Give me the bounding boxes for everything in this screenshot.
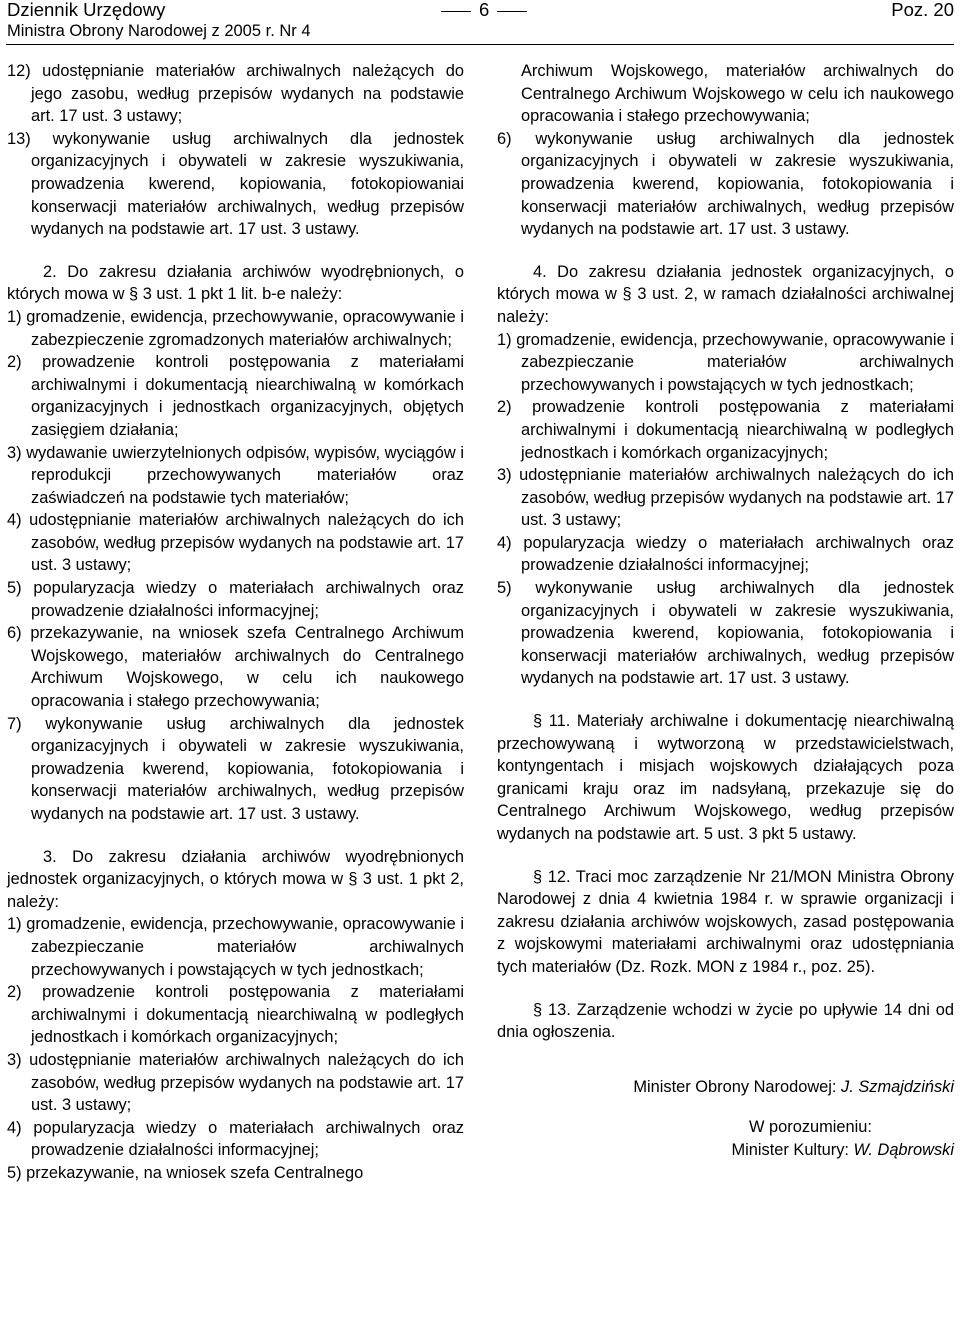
section-paragraph: 3. Do zakresu działania archiwów wyodrębnionych jednostek organizacyjnych, o których mowa w § 3 ust. 1 pkt 2, należy: xyxy=(7,847,464,911)
signature-minister-defense xyxy=(497,1076,954,1099)
signature-minister-culture xyxy=(497,1139,954,1162)
list-item: 6) przekazywanie, na wniosek szefa Centralnego Archiwum Wojskowego, materiałów archiwalnych do Centralnego Archiwum Wojskowego, w celu ich naukowego opracowania i stałego przechowywania; xyxy=(7,624,464,711)
signature-label: Minister Obrony Narodowej: xyxy=(633,1077,837,1096)
list-item: 6) wykonywanie usług archiwalnych dla jednostek organizacyjnych i obywateli w zakresie wyszukiwania, prowadzenia kwerend, kopiowania, fotokopiowania i konserwacji materiałów archiwalnych, według przepisów wydanych na podstawie art. 17 ust. 3 ustawy. xyxy=(497,129,954,239)
list-item: 5) popularyzacja wiedzy o materiałach archiwalnych oraz prowadzenie działalności informacyjnej; xyxy=(7,579,464,620)
section-13: § 13. Zarządzenie wchodzi w życie po upływie 14 dni od dnia ogłoszenia. xyxy=(497,1000,954,1042)
section-paragraph: 4. Do zakresu działania jednostek organizacyjnych, o których mowa w § 3 ust. 2, w ramach działalności archiwalnej należy: xyxy=(497,262,954,326)
list-item: 4) udostępnianie materiałów archiwalnych należących do ich zasobów, według przepisów wydanych na podstawie art. 17 ust. 3 ustawy; xyxy=(7,511,464,575)
page-number: 6 xyxy=(433,0,535,21)
list-item: 1) gromadzenie, ewidencja, przechowywanie, opracowywanie i zabezpieczanie materiałów archiwalnych przechowywanych i powstających w tych jednostkach; xyxy=(7,915,464,979)
continued-item: Archiwum Wojskowego, materiałów archiwalnych do Centralnego Archiwum Wojskowego w celu ich naukowego opracowania i stałego przechowywania; xyxy=(521,62,954,126)
list-item: 5) przekazywanie, na wniosek szefa Centralnego xyxy=(7,1163,364,1182)
list-item: 4) popularyzacja wiedzy o materiałach archiwalnych oraz prowadzenie działalności informacyjnej; xyxy=(497,533,954,575)
section-paragraph: 2. Do zakresu działania archiwów wyodrębnionych, o których mowa w § 3 ust. 1 pkt 1 lit. b-e należy: xyxy=(7,262,464,304)
list-item: 2) prowadzenie kontroli postępowania z materiałami archiwalnymi i dokumentacją niearchiwalną w podległych jednostkach i komórkach organizacyjnych; xyxy=(497,398,954,462)
section-11: § 11. Materiały archiwalne i dokumentację niearchiwalną przechowywaną i wytworzoną w przedstawicielstwach, kontyngentach i misjach wojskowych działających poza granicami kraju oraz im nadsyłaną, przekazuje się do Centralnego Archiwum Wojskowego, według przepisów wydanych na podstawie art. 5 ust. 3 pkt 5 ustawy. xyxy=(497,712,954,843)
section-12: § 12. Traci moc zarządzenie Nr 21/MON Ministra Obrony Narodowej z dnia 4 kwietnia 1984 r. w sprawie organizacji i zakresu działania archiwów wojskowych, zasad postępowania z wojskowymi materiałami archiwalnymi oraz udostępniania tych materiałów (Dz. Rozk. MON z 1984 r., poz. 25). xyxy=(497,867,954,976)
signature-name: J. Szmajdziński xyxy=(841,1077,954,1096)
agreement-label: W porozumieniu: xyxy=(749,1118,872,1137)
list-item: 7) wykonywanie usług archiwalnych dla jednostek organizacyjnych i obywateli w zakresie wyszukiwania, prowadzenia kwerend, kopiowania, fotokopiowania i konserwacji materiałów archiwalnych, według przepisów wydanych na podstawie art. 17 ust. 3 ustawy. xyxy=(7,714,464,823)
list-item: 3) udostępnianie materiałów archiwalnych należących do ich zasobów, według przepisów wydanych na podstawie art. 17 ust. 3 ustawy; xyxy=(497,466,954,530)
list-item: 2) prowadzenie kontroli postępowania z materiałami archiwalnymi i dokumentacją niearchiwalną w podległych jednostkach i komórkach organizacyjnych; xyxy=(7,983,464,1047)
position-number: Poz. 20 xyxy=(891,0,954,20)
signature-label: Minister Kultury: xyxy=(731,1140,849,1159)
signature-name: W. Dąbrowski xyxy=(853,1140,954,1159)
list-item: 3) udostępnianie materiałów archiwalnych należących do ich zasobów, według przepisów wydanych na podstawie art. 17 ust. 3 ustawy; xyxy=(7,1050,464,1115)
header-rule xyxy=(6,44,954,45)
list-item: 4) popularyzacja wiedzy o materiałach archiwalnych oraz prowadzenie działalności informacyjnej; xyxy=(7,1118,464,1160)
journal-subtitle: Ministra Obrony Narodowej z 2005 r. Nr 4 xyxy=(7,22,311,40)
page-header xyxy=(0,0,960,44)
list-item: 2) prowadzenie kontroli postępowania z materiałami archiwalnymi i dokumentacją niearchiwalną w komórkach organizacyjnych i jednostkach organizacyjnych, objętych zasięgiem działania; xyxy=(7,353,464,439)
list-item: 1) gromadzenie, ewidencja, przechowywanie, opracowywanie i zabezpieczanie materiałów archiwalnych przechowywanych i powstających w tych jednostkach; xyxy=(497,330,954,394)
list-item: 12) udostępnianie materiałów archiwalnych należących do jego zasobu, według przepisów wydanych na podstawie art. 17 ust. 3 ustawy; xyxy=(7,62,464,126)
right-column xyxy=(497,60,954,1162)
list-item: 1) gromadzenie, ewidencja, przechowywanie, opracowywanie i zabezpieczenie zgromadzonych materiałów archiwalnych; xyxy=(7,307,464,349)
list-item: 5) wykonywanie usług archiwalnych dla jednostek organizacyjnych i obywateli w zakresie wyszukiwania, prowadzenia kwerend, kopiowania, fotokopiowania i konserwacji materiałów archiwalnych, według przepisów wydanych na podstawie art. 17 ust. 3 ustawy. xyxy=(497,579,954,688)
journal-title: Dziennik Urzędowy xyxy=(7,0,166,20)
list-item: 3) wydawanie uwierzytelnionych odpisów, wypisów, wyciągów i reprodukcji przechowywanych materiałów oraz zaświadczeń na podstawie tych materiałów; xyxy=(7,443,464,507)
list-item: 13) wykonywanie usług archiwalnych dla jednostek organizacyjnych i obywateli w zakresie wyszukiwania, prowadzenia kwerend, kopiowania, fotokopiowaniai konserwacji materiałów archiwalnych, według przepisów wydanych na podstawie art. 17 ust. 3 ustawy. xyxy=(7,129,464,239)
left-column xyxy=(7,60,464,1185)
